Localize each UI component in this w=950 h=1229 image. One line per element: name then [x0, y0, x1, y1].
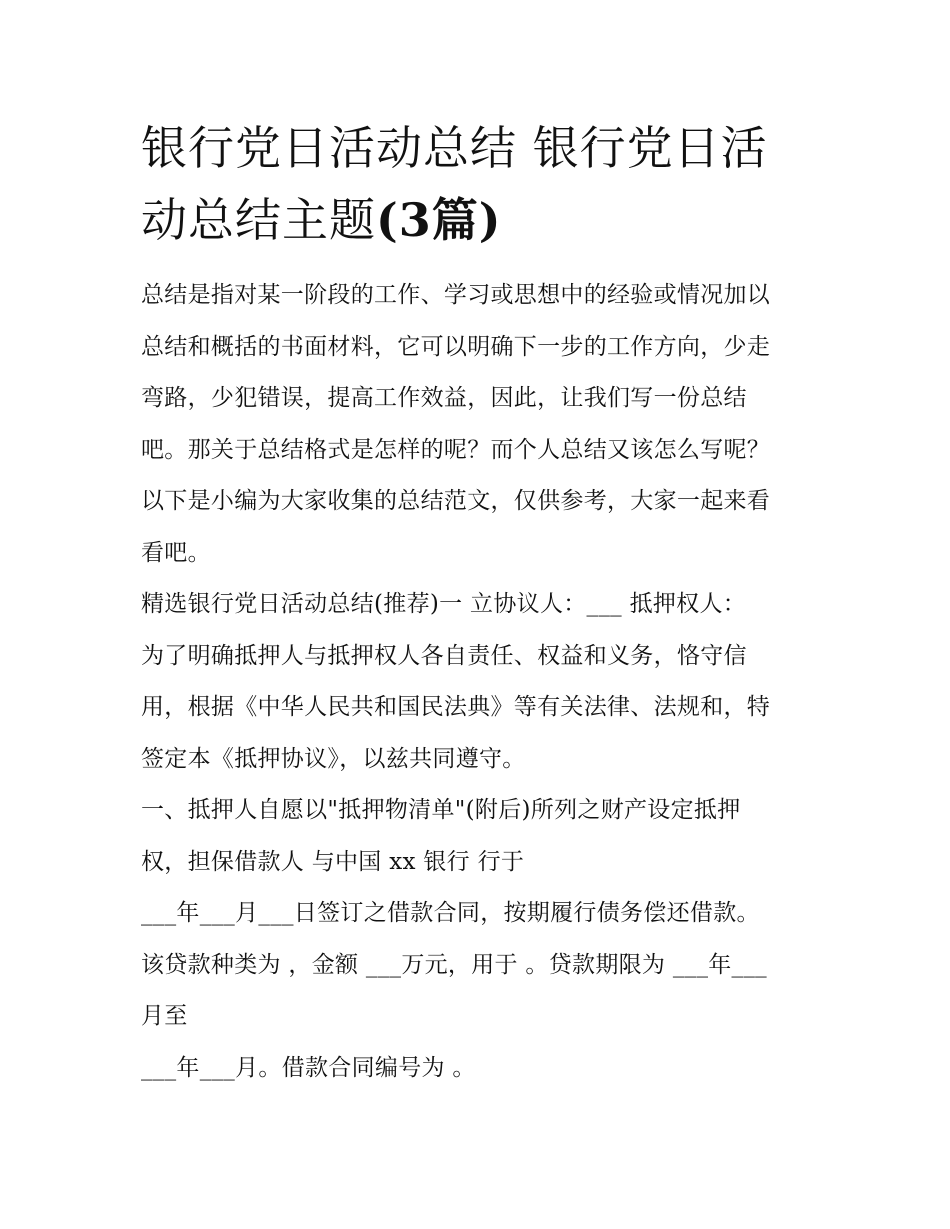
- body-line: 吧。那关于总结格式是怎样的呢？而个人总结又该怎么写呢？: [141, 436, 771, 463]
- body-line: 弯路，少犯错误，提高工作效益，因此，让我们写一份总结: [141, 385, 747, 411]
- body-line: ___年___月___日签订之借款合同，按期履行债务偿还借款。: [141, 900, 760, 926]
- body-line: ___年___月。借款合同编号为 。: [141, 1054, 476, 1081]
- body-line: 为了明确抵押人与抵押权人各自责任、权益和义务，恪守信: [141, 642, 747, 669]
- body-line: 总结是指对某一阶段的工作、学习或思想中的经验或情况加以: [141, 282, 771, 308]
- document-title: [141, 112, 816, 256]
- body-line: 以下是小编为大家收集的总结范文，仅供参考，大家一起来看: [141, 488, 771, 514]
- body-line: 看吧。: [141, 539, 211, 566]
- document-body: [141, 270, 816, 1094]
- body-line: 月至: [141, 1003, 188, 1029]
- title-line-1: 银行党日活动总结 银行党日活: [141, 121, 768, 175]
- body-line: 一、抵押人自愿以"抵押物清单"(附后)所列之财产设定抵押: [141, 797, 741, 823]
- document-page: [141, 112, 816, 1094]
- body-line: 用，根据《中华人民共和国民法典》等有关法律、法规和，特: [141, 694, 771, 720]
- body-line: 权，担保借款人 与中国 xx 银行 行于: [141, 848, 525, 875]
- body-line: 总结和概括的书面材料，它可以明确下一步的工作方向，少走: [141, 333, 771, 360]
- body-line: 该贷款种类为 ，金额 ___万元，用于 。贷款期限为 ___年___: [141, 951, 767, 978]
- title-line-2-suffix: (3篇): [376, 193, 502, 247]
- title-line-2: 动总结主题: [141, 193, 376, 247]
- body-line: 精选银行党日活动总结(推荐)一 立协议人：___ 抵押权人：: [141, 591, 747, 617]
- body-line: 签定本《抵押协议》，以兹共同遵守。: [141, 745, 526, 772]
